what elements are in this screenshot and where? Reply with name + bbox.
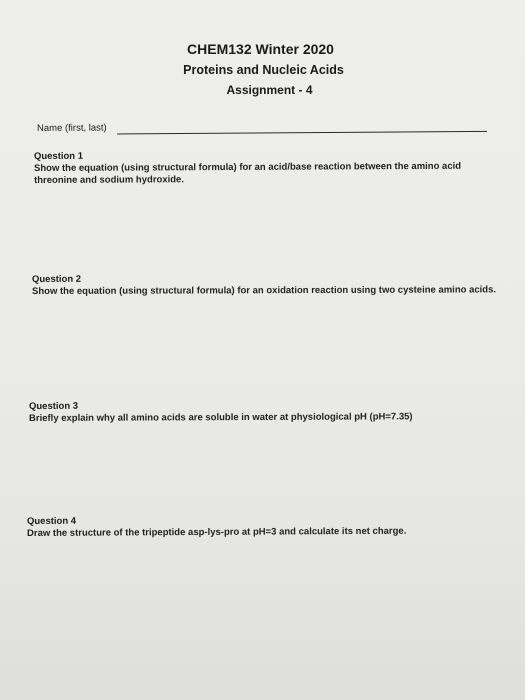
question-2 — [32, 272, 522, 298]
name-blank-line[interactable] — [117, 131, 487, 135]
name-field[interactable] — [37, 120, 487, 134]
question-4-text: Draw the structure of the tripeptide asp-lys-pro at pH=3 and calculate its net charge. — [27, 525, 407, 539]
question-3-title: Question 3 — [28, 400, 79, 412]
question-4 — [27, 513, 487, 540]
name-label: Name (first, last) — [36, 122, 107, 134]
course-title: CHEM132 Winter 2020 — [187, 41, 334, 57]
question-2-title: Question 2 — [31, 273, 82, 285]
topic-title: Proteins and Nucleic Acids — [183, 63, 344, 77]
question-2-text: Show the equation (using structural formula) for an oxidation reaction using two cysteine amino acids. — [32, 284, 497, 297]
assignment-title: Assignment - 4 — [226, 83, 313, 97]
question-1-title: Question 1 — [33, 150, 84, 163]
question-1-text-line2: threonine and sodium hydroxide. — [34, 174, 184, 186]
question-3 — [29, 399, 489, 425]
question-1-text-line1: Show the equation (using structural formula) for an acid/base reaction between the amino acid — [33, 160, 462, 174]
question-3-text: Briefly explain why all amino acids are soluble in water at physiological pH (pH=7.35) — [29, 411, 413, 424]
question-4-title: Question 4 — [26, 515, 77, 527]
question-1 — [34, 149, 494, 187]
